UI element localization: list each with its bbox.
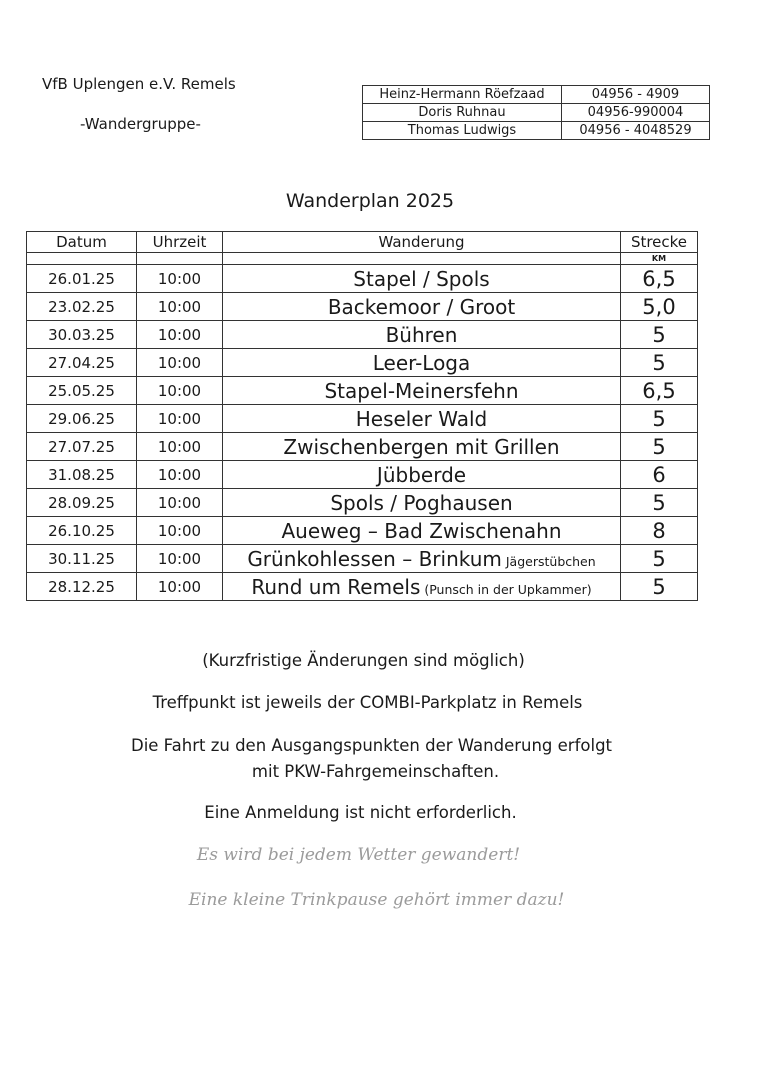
- walk-name: Backemoor / Groot: [327, 294, 516, 319]
- walk-date: 30.11.25: [27, 545, 137, 573]
- table-row: [27, 405, 698, 433]
- walk-distance: 5: [621, 349, 698, 377]
- walk-date: 28.09.25: [27, 489, 137, 517]
- walk-name: Jübberde: [376, 462, 467, 487]
- walk-time: 10:00: [137, 405, 223, 433]
- changes-notice: (Kurzfristige Änderungen sind möglich): [202, 651, 525, 670]
- walk-date: 30.03.25: [27, 321, 137, 349]
- walk-date: 31.08.25: [27, 461, 137, 489]
- walk-time: 10:00: [137, 489, 223, 517]
- walk-date: 27.04.25: [27, 349, 137, 377]
- walk-name: Stapel-Meinersfehn: [324, 378, 519, 403]
- unit-row: [27, 253, 698, 265]
- walk-date: 25.05.25: [27, 377, 137, 405]
- walk-name: Grünkohlessen – Brinkum: [247, 546, 502, 571]
- walk-cell: [223, 405, 621, 433]
- unit-cell: [137, 253, 223, 265]
- organization-name: VfB Uplengen e.V. Remels: [42, 75, 236, 93]
- break-notice: Eine kleine Trinkpause gehört immer dazu!: [188, 890, 565, 910]
- header-row: [27, 232, 698, 253]
- walk-name: Rund um Remels: [251, 574, 421, 599]
- walk-name: Bühren: [385, 322, 458, 347]
- walk-time: 10:00: [137, 293, 223, 321]
- table-row: [27, 321, 698, 349]
- table-row: [27, 349, 698, 377]
- walk-date: 26.01.25: [27, 265, 137, 293]
- travel-notice-line2: mit PKW-Fahrgemeinschaften.: [251, 762, 500, 781]
- contact-row: [363, 86, 710, 104]
- walk-time: 10:00: [137, 517, 223, 545]
- walk-time: 10:00: [137, 321, 223, 349]
- meeting-point-notice: Treffpunkt ist jeweils der COMBI-Parkplatz in Remels: [152, 693, 583, 712]
- walk-cell: [223, 377, 621, 405]
- walk-distance: 8: [621, 517, 698, 545]
- table-row: [27, 489, 698, 517]
- walk-date: 29.06.25: [27, 405, 137, 433]
- contacts-table: [362, 85, 710, 140]
- walk-time: 10:00: [137, 377, 223, 405]
- walk-date: 27.07.25: [27, 433, 137, 461]
- walk-distance: 5: [621, 489, 698, 517]
- schedule-table: [26, 231, 698, 601]
- walk-date: 23.02.25: [27, 293, 137, 321]
- walk-name: Heseler Wald: [355, 406, 488, 431]
- walk-cell: [223, 489, 621, 517]
- table-row: [27, 377, 698, 405]
- walk-cell: [223, 321, 621, 349]
- walk-cell: [223, 573, 621, 601]
- walk-date: 26.10.25: [27, 517, 137, 545]
- walk-cell: [223, 293, 621, 321]
- contact-phone: 04956 - 4909: [562, 86, 710, 104]
- contact-phone: 04956-990004: [562, 104, 710, 122]
- registration-notice: Eine Anmeldung ist nicht erforderlich.: [204, 803, 517, 822]
- walk-distance: 5: [621, 321, 698, 349]
- contact-name: Doris Ruhnau: [363, 104, 562, 122]
- table-row: [27, 545, 698, 573]
- contact-row: [363, 122, 710, 140]
- table-row: [27, 573, 698, 601]
- walk-cell: [223, 517, 621, 545]
- walk-cell: [223, 265, 621, 293]
- weather-notice: Es wird bei jedem Wetter gewandert!: [196, 845, 521, 865]
- unit-cell: [27, 253, 137, 265]
- walk-name: Aueweg – Bad Zwischenahn: [281, 518, 562, 543]
- table-row: [27, 293, 698, 321]
- column-header-walk: Wanderung: [223, 232, 621, 253]
- walk-distance: 6,5: [621, 265, 698, 293]
- contact-name: Heinz-Hermann Röefzaad: [363, 86, 562, 104]
- unit-cell: [223, 253, 621, 265]
- walk-name: Leer-Loga: [372, 350, 471, 375]
- walk-distance: 5,0: [621, 293, 698, 321]
- distance-unit: KM: [621, 253, 698, 265]
- table-row: [27, 517, 698, 545]
- column-header-distance: Strecke: [621, 232, 698, 253]
- walk-cell: [223, 545, 621, 573]
- walk-note: Jägerstübchen: [505, 553, 596, 569]
- walk-name: Spols / Poghausen: [330, 490, 513, 515]
- walk-time: 10:00: [137, 545, 223, 573]
- walk-distance: 5: [621, 405, 698, 433]
- walk-time: 10:00: [137, 349, 223, 377]
- walk-cell: [223, 433, 621, 461]
- contact-phone: 04956 - 4048529: [562, 122, 710, 140]
- walk-name: Stapel / Spols: [353, 266, 490, 291]
- column-header-time: Uhrzeit: [137, 232, 223, 253]
- contact-name: Thomas Ludwigs: [363, 122, 562, 140]
- travel-notice-line1: Die Fahrt zu den Ausgangspunkten der Wanderung erfolgt: [130, 736, 613, 755]
- walk-time: 10:00: [137, 265, 223, 293]
- table-row: [27, 265, 698, 293]
- organization-subtitle: -Wandergruppe-: [80, 115, 201, 133]
- page-title: Wanderplan 2025: [285, 190, 455, 212]
- column-header-date: Datum: [27, 232, 137, 253]
- walk-distance: 6,5: [621, 377, 698, 405]
- walk-distance: 5: [621, 545, 698, 573]
- walk-distance: 5: [621, 433, 698, 461]
- walk-date: 28.12.25: [27, 573, 137, 601]
- table-row: [27, 461, 698, 489]
- walk-time: 10:00: [137, 573, 223, 601]
- walk-time: 10:00: [137, 433, 223, 461]
- walk-name: Zwischenbergen mit Grillen: [283, 434, 560, 459]
- walk-time: 10:00: [137, 461, 223, 489]
- walk-distance: 5: [621, 573, 698, 601]
- walk-distance: 6: [621, 461, 698, 489]
- walk-cell: [223, 349, 621, 377]
- table-row: [27, 433, 698, 461]
- contact-row: [363, 104, 710, 122]
- walk-cell: [223, 461, 621, 489]
- walk-note: (Punsch in der Upkammer): [424, 581, 592, 597]
